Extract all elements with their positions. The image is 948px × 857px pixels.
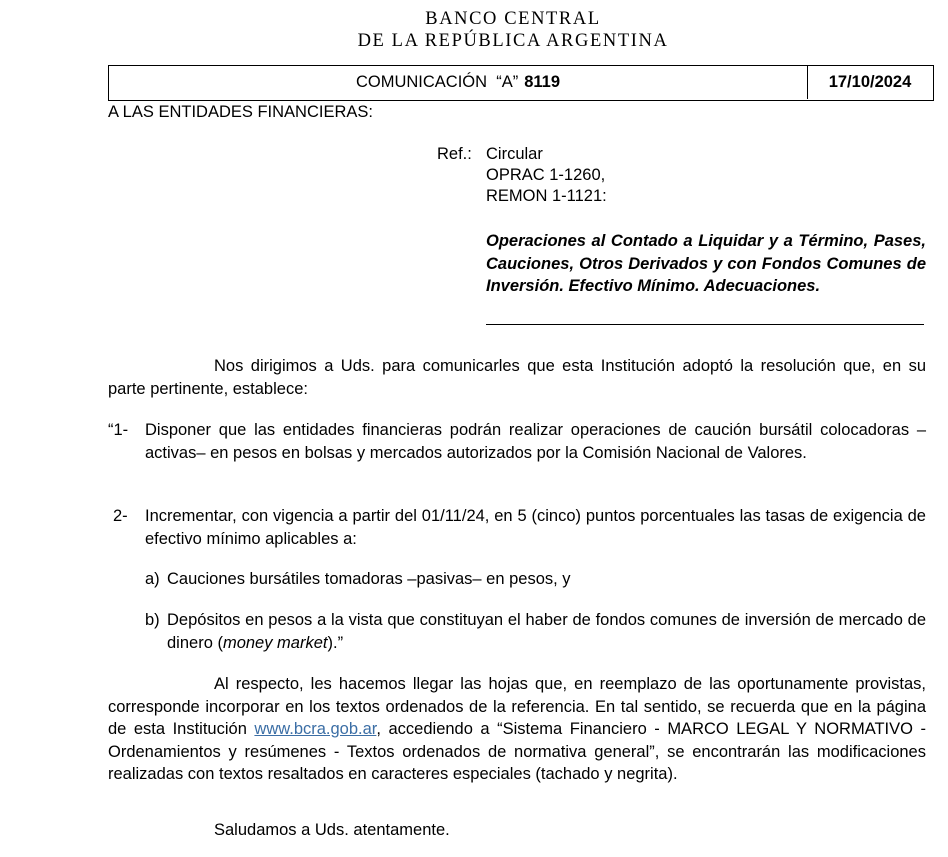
reference-line: REMON 1-1121: — [486, 187, 607, 205]
item-2-text: Incrementar, con vigencia a partir del 01/11/24, en 5 (cinco) puntos porcentuales las tasas de exigencia de efectivo mínimo aplicables a: — [145, 507, 926, 548]
reference-label: Ref.: — [437, 145, 472, 163]
reference-lines — [486, 144, 607, 207]
sub-item-a-text: Cauciones bursátiles tomadoras –pasivas– en pesos, y — [167, 570, 571, 588]
addressee: A LAS ENTIDADES FINANCIERAS: — [108, 103, 373, 121]
sub-item-b-text-1: Depósitos en pesos a la vista que constituyan el haber de fondos comunes de inversión de mercado de dinero ( — [167, 611, 926, 652]
sub-item-b-italic: money market — [222, 633, 328, 652]
reference-divider — [486, 324, 924, 325]
item-2-number: 2- — [113, 507, 128, 525]
communication-box — [108, 65, 934, 101]
issuer-line-1: BANCO CENTRAL — [425, 9, 601, 29]
closing-salutation: Saludamos a Uds. atentamente. — [214, 821, 450, 839]
reference-subject: Operaciones al Contado a Liquidar y a Término, Pases, Cauciones, Otros Derivados y con Fondos Comunes de Inversión. Efectivo Mínimo. Adecuaciones. — [486, 232, 926, 295]
sub-item-b-text — [167, 609, 926, 654]
communication-id — [109, 66, 808, 99]
bcra-website-link[interactable]: www.bcra.gob.ar — [254, 720, 377, 738]
sub-item-a-label: a) — [145, 570, 160, 588]
communication-date: 17/10/2024 — [828, 73, 912, 91]
respect-text-1: Al respecto, les hacemos llegar las hojas que, en reemplazo de las oportunamente provistas, corresponde incorporar en los textos ordenados de la referencia. En tal sentido, se recuerda que en la página de esta Institución — [108, 675, 926, 738]
sub-item-b-text-2: ).” — [327, 633, 344, 652]
issuer-heading — [0, 8, 948, 52]
respect-text-2: , accediendo a “Sistema Financiero - MARCO LEGAL Y NORMATIVO - Ordenamientos y resúmenes - Textos ordenados de normativa general”, se encontrarán las modificaciones realizadas con textos resaltados en caracteres especiales (tachado y negrita). — [108, 720, 926, 783]
communication-number: 8119 — [524, 73, 561, 91]
communication-label: COMUNICACIÓN “A” — [355, 73, 519, 91]
item-1-text: Disponer que las entidades financieras podrán realizar operaciones de caución bursátil colocadoras –activas– en pesos en bolsas y mercados autorizados por la Comisión Nacional de Valores. — [145, 421, 926, 462]
issuer-line-2: DE LA REPÚBLICA ARGENTINA — [357, 31, 669, 51]
sub-item-b-label: b) — [145, 611, 160, 629]
intro-text: Nos dirigimos a Uds. para comunicarles que esta Institución adoptó la resolución que, en su parte pertinente, establece: — [108, 357, 926, 398]
reference-line: OPRAC 1-1260, — [486, 166, 606, 184]
item-1-number: “1- — [108, 421, 129, 439]
reference-line: Circular — [486, 145, 543, 163]
intro-paragraph — [108, 355, 926, 400]
respect-paragraph — [108, 673, 926, 786]
